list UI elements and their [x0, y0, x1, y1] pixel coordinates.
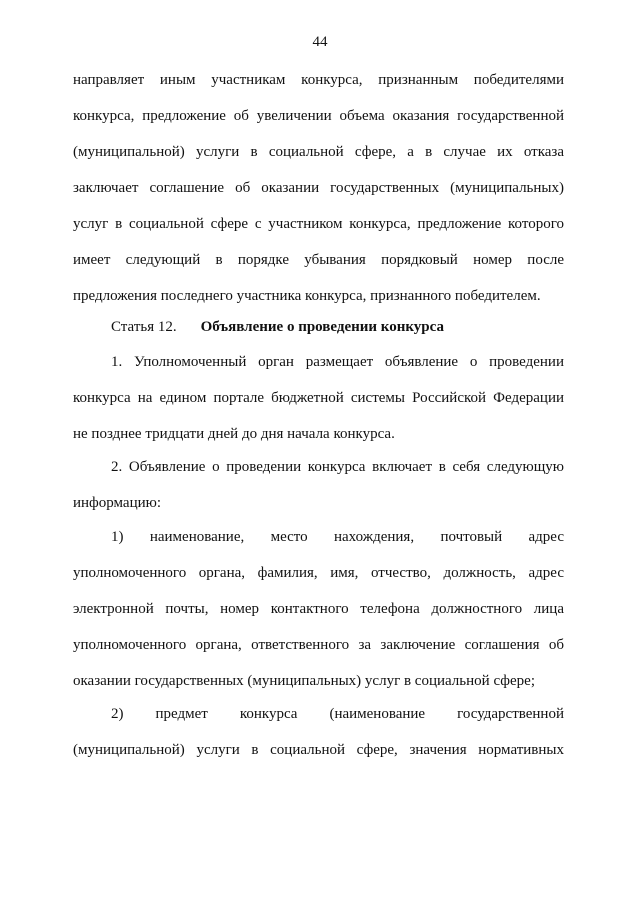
list-item-line: 1) наименование, место нахождения, почтовый адрес [111, 529, 564, 545]
text-line: (муниципальной) услуги в социальной сфере, а в случае их отказа [73, 144, 564, 160]
clause-line: информацию: [73, 495, 162, 511]
text-line: имеет следующий в порядке убывания порядковый номер после [73, 252, 564, 268]
page-number: 44 [312, 34, 328, 50]
article-label: Статья 12. [111, 319, 177, 335]
list-item-line: электронной почты, номер контактного телефона должностного лица [73, 601, 564, 617]
text-line: предложения последнего участника конкурса, признанного победителем. [73, 288, 541, 304]
list-item-line: уполномоченного органа, фамилия, имя, отчество, должность, адрес [73, 565, 564, 581]
text-line: конкурса, предложение об увеличении объема оказания государственной [73, 108, 564, 124]
list-item-line: (муниципальной) услуги в социальной сфере, значения нормативных [73, 742, 564, 758]
text-line: заключает соглашение об оказании государственных (муниципальных) [73, 180, 564, 196]
clause-line: 2. Объявление о проведении конкурса включает в себя следующую [111, 459, 564, 475]
list-item-line: уполномоченного органа, ответственного за заключение соглашения об [73, 637, 564, 653]
clause-line: не позднее тридцати дней до дня начала конкурса. [73, 426, 395, 442]
article-title: Объявление о проведении конкурса [200, 319, 444, 335]
text-line: услуг в социальной сфере с участником конкурса, предложение которого [73, 216, 564, 232]
list-item-line: оказании государственных (муниципальных) услуг в социальной сфере; [73, 673, 535, 689]
article-heading [111, 318, 444, 336]
list-item-line: 2) предмет конкурса (наименование государственной [111, 706, 564, 722]
clause-line: 1. Уполномоченный орган размещает объявление о проведении [111, 354, 564, 370]
text-line: направляет иным участникам конкурса, признанным победителями [73, 72, 564, 88]
clause-line: конкурса на едином портале бюджетной системы Российской Федерации [73, 390, 564, 406]
